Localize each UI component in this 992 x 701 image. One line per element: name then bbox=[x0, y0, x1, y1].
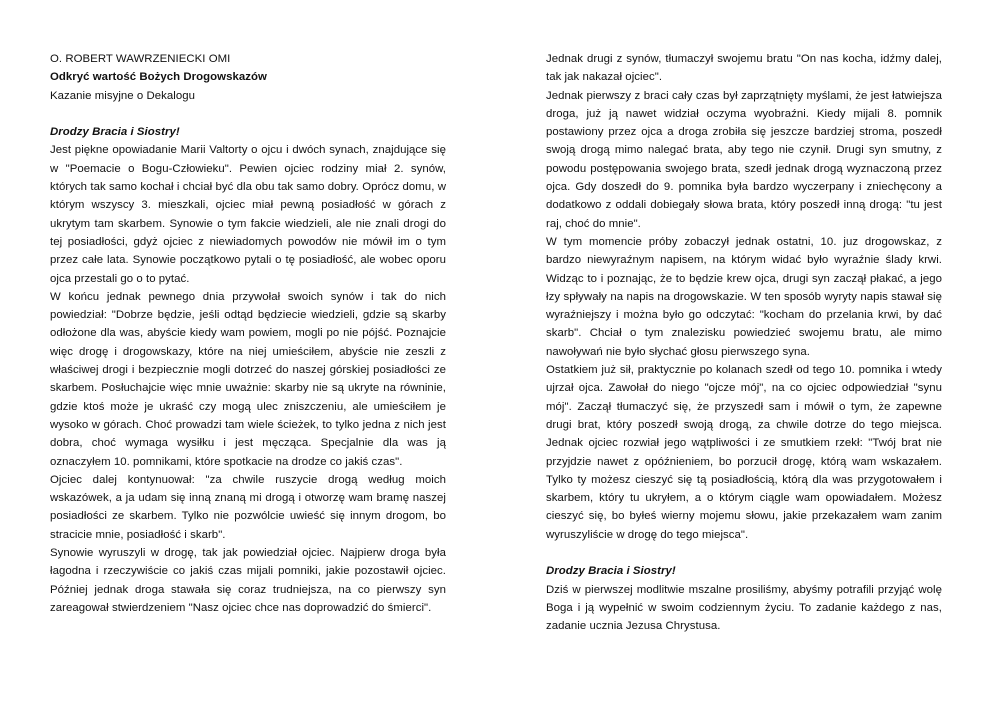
greeting: Drodzy Bracia i Siostry! bbox=[50, 126, 180, 139]
paragraph: W tym momencie próby zobaczył jednak ostatni, 10. juz drogowskaz, z bardzo niewyraźnym napisem, na którym widać było wyraźnie ślady krwi. Widząc to i poznając, że to będzie krew ojca, drugi syn zaczął płakać, a jego łzy spływały na napis na drogowskazie. W ten sposób wyryty napis stawał się wyraźniejszy i można było go odczytać: "kocham do przelania krwi, by dać skarb". Chciał o tym znalezisku powiedzieć swojemu bratu, ale mimo nawoływań nie było słychać głosu pierwszego syna. bbox=[546, 235, 942, 358]
greeting-second: Drodzy Bracia i Siostry! bbox=[546, 565, 676, 578]
paragraph-gap bbox=[546, 544, 942, 562]
paragraph: Ostatkiem już sił, praktycznie po kolanach szedł od tego 10. pomnika i wtedy ujrzał ojca. Zawołał do niego "ojcze mój", na co ojciec odpowiedział "synu mój". Zaczął tłumaczyć się, że przyszedł sam i mówił o tym, że zapewne drugi brat, który poszedł swoją drogą, za chwile dotrze do tego miejsca. Jednak ojciec rozwiał jego wątpliwości i ze smutkiem rzekł: "Twój brat nie przyjdzie nawet z opóźnieniem, bo porzucił drogę, którą wam wskazałem. Tylko ty możesz cieszyć się tą posiadłością, którą dla was przygotowałem i skarbem, który tu ukryłem, a o którym ciągle wam opowiadałem. Możesz cieszyć się, bo byłeś wierny mojemu słowu, jakie przekazałem wam zanim wyruszyliście w drogę do tego miejsca". bbox=[546, 364, 942, 541]
paragraph: Jednak pierwszy z braci cały czas był zaprzątnięty myślami, że jest łatwiejsza droga, już ją nawet widział oczyma wyobraźni. Kiedy mijali 8. pomnik postawiony przez ojca a droga zrobiła się jeszcze bardziej stroma, poszedł swoją drogą mimo nalegać brata, aby tego nie czynił. Drugi syn smutny, z powodu postępowania swojego brata, szedł jednak drogą wyznaczoną przez ojca. Gdy doszedł do 9. pomnika była bardzo wyczerpany i zniechęcony a dodatkowo z oddali dobiegały słowa brata, który poszedł inną drogą: "tu jest raj, choć do mnie". bbox=[546, 89, 942, 230]
paragraph: Jest piękne opowiadanie Marii Valtorty o ojcu i dwóch synach, znajdujące się w "Poemacie o Bogu-Człowieku". Pewien ojciec rodziny miał 2. synów, których tak samo kochał i chciał być dla obu tak samo dobry. Oprócz domu, w którym wszyscy 3. mieszkali, ojciec miał pewną posiadłość w górach z ukrytym tam skarbem. Synowie o tym fakcie wiedzieli, ale nie znali drogi do tej posiadłości, gdyż ojciec z niewiadomych powodów nie mówił im o tym przez całe lata. Synowie początkowo pytali o tę posiadłość, ale wobec oporu ojca przestali go o to pytać. bbox=[50, 144, 446, 285]
author-line: O. ROBERT WAWRZENIECKI OMI bbox=[50, 53, 231, 65]
sermon-subtitle: Kazanie misyjne o Dekalogu bbox=[50, 89, 196, 102]
paragraph: Ojciec dalej kontynuował: "za chwile ruszycie drogą według moich wskazówek, a ja udam się inną znaną mi drogą i otworzę wam bramę naszej posiadłości ze skarbem. Tylko nie pozwólcie uwieść się innym drogom, bo stracicie mnie, posiadłość i skarb". bbox=[50, 473, 446, 541]
paragraph: Synowie wyruszyli w drogę, tak jak powiedział ojciec. Najpierw droga była łagodna i rzeczywiście co jakiś czas mijali pomniki, jakie pozostawił ojciec. Później jednak droga stawała się coraz trudniejsza, na co pierwszy syn zareagował stwierdzeniem "Nasz ojciec chce nas doprowadzić do śmierci". bbox=[50, 547, 446, 614]
left-column bbox=[50, 50, 446, 617]
sermon-title: Odkryć wartość Bożych Drogowskazów bbox=[50, 71, 267, 84]
closing-paragraph: Dziś w pierwszej modlitwie mszalne prosiliśmy, abyśmy potrafili przyjąć wolę Boga i ją wypełnić w swoim codziennym życiu. To zadanie każdego z nas, zadanie ucznia Jezusa Chrystusa. bbox=[546, 583, 942, 633]
paragraph: Jednak drugi z synów, tłumaczył swojemu bratu "On nas kocha, idźmy dalej, tak jak nakazał ojciec". bbox=[546, 53, 942, 84]
paragraph-gap bbox=[50, 105, 446, 123]
paragraph: W końcu jednak pewnego dnia przywołał swoich synów i tak do nich powiedział: "Dobrze będzie, jeśli odtąd będziecie wiedzieli, gdzie są skarby odłożone dla was, abyście kiedy wam powiem, mogli po nie pójść. Poznajcie więc drogę i drogowskazy, które na niej umieściłem, abyście nie zeszli z właściwej drogi i bezpiecznie mogli dotrzeć do naszej górskiej posiadłości ze skarbem. Posłuchajcie więc mnie uważnie: skarby nie są ukryte na równinie, gdzie ktoś może je ukraść czy mogą ulec zniszczeniu, ale umieściłem je wysoko w górach. Choć prowadzi tam wiele ścieżek, to tylko jedna z nich jest dobra, choć wymaga wysiłku i jest męcząca. Specjalnie dla was ją oznaczyłem 10. pomnikami, które spotkacie na drodze co jakiś czas". bbox=[50, 290, 446, 468]
right-column bbox=[546, 50, 942, 636]
